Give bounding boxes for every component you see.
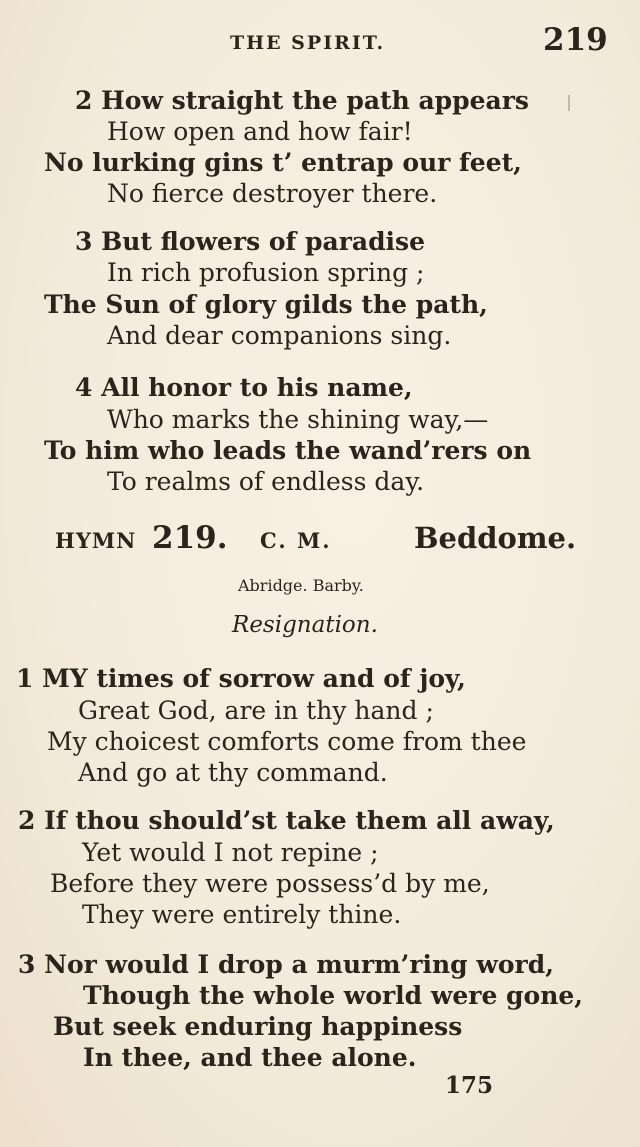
verse-line: And dear companions sing. — [107, 321, 452, 350]
ink-mark-decoration — [568, 95, 570, 111]
verse-line: In rich profusion spring ; — [107, 258, 425, 287]
verse-line: They were entirely thine. — [82, 900, 402, 929]
hymn-label: HYMN — [55, 528, 137, 553]
verse-line: In thee, and thee alone. — [83, 1043, 417, 1072]
tune-names: Abridge. Barby. — [238, 576, 364, 595]
verse-line: Though the whole world were gone, — [83, 981, 583, 1010]
verse-line: 3 Nor would I drop a murm’ring word, — [18, 950, 554, 979]
hymn-author: Beddome. — [414, 521, 577, 555]
running-head: THE SPIRIT. — [230, 32, 386, 54]
verse-line: But seek enduring happiness — [53, 1012, 463, 1041]
verse-line: 2 If thou should’st take them all away, — [18, 806, 555, 835]
verse-line: 2 How straight the path appears — [75, 86, 529, 115]
page-number: 219 — [543, 22, 608, 58]
hymn-number: 219. — [152, 520, 228, 556]
verse-line: 4 All honor to his name, — [75, 373, 413, 402]
verse-line: To him who leads the wand’rers on — [44, 436, 532, 465]
signature-number: 175 — [445, 1072, 494, 1099]
verse-line: Who marks the shining way,— — [107, 405, 489, 434]
verse-line: 1 MY times of sorrow and of joy, — [16, 664, 466, 693]
verse-line: Yet would I not repine ; — [82, 838, 379, 867]
verse-line: Before they were possess’d by me, — [50, 869, 490, 898]
verse-line: No fierce destroyer there. — [107, 179, 438, 208]
verse-line: To realms of endless day. — [107, 467, 425, 496]
verse-line: 3 But flowers of paradise — [75, 227, 426, 256]
verse-line: My choicest comforts come from thee — [47, 727, 527, 756]
hymn-meter: C. M. — [260, 528, 332, 553]
page-header — [0, 0, 640, 70]
verse-line: No lurking gins t’ entrap our feet, — [44, 148, 522, 177]
hymn-heading — [0, 520, 640, 560]
verse-line: Great God, are in thy hand ; — [78, 696, 434, 725]
verse-line: And go at thy command. — [78, 758, 388, 787]
verse-line: The Sun of glory gilds the path, — [44, 290, 488, 319]
verse-line: How open and how fair! — [107, 117, 413, 146]
hymn-subject: Resignation. — [232, 612, 378, 638]
